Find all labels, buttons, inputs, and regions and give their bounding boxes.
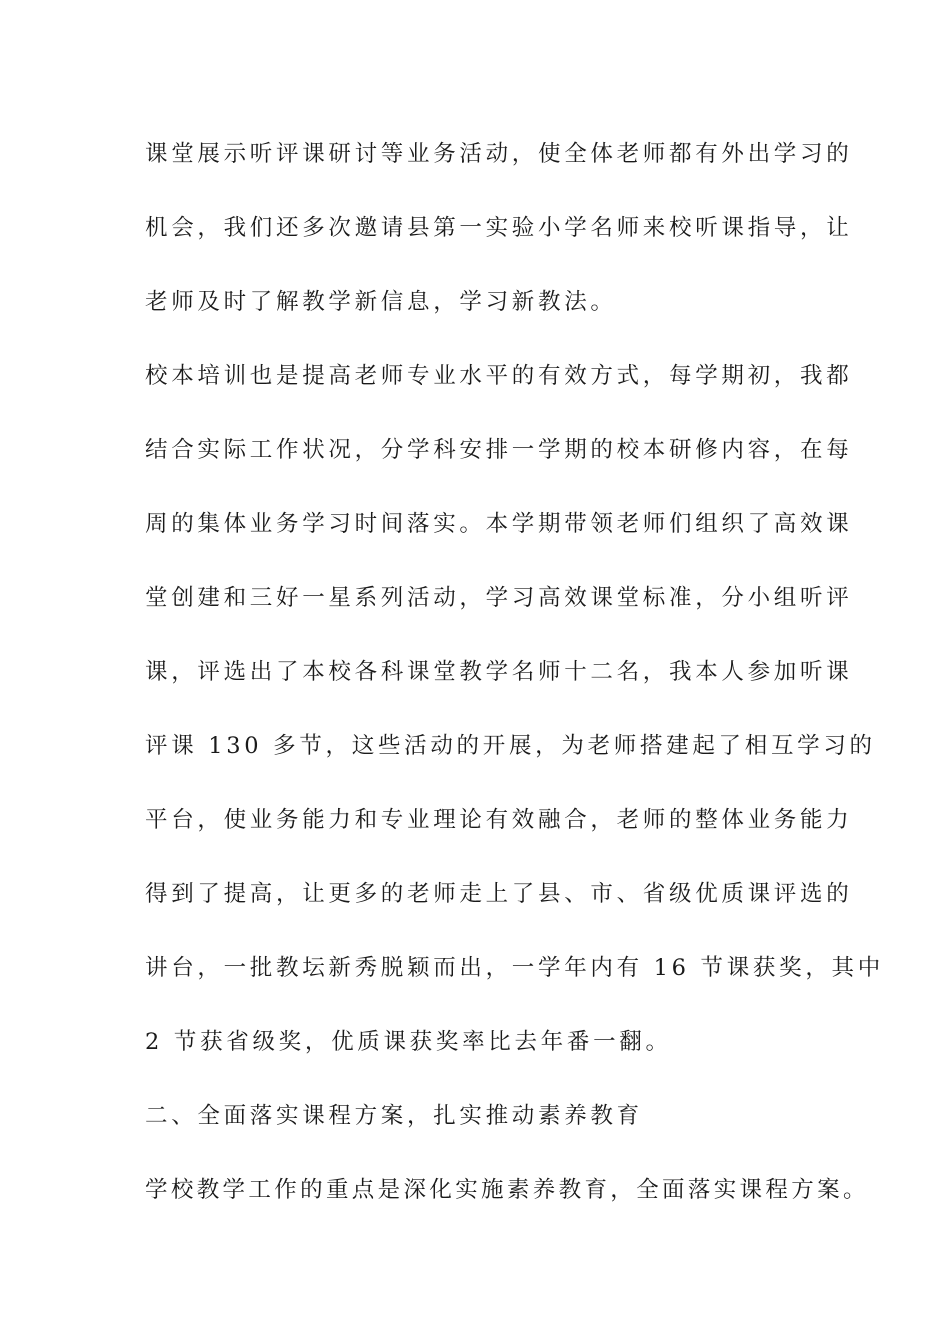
paragraph-line: 校本培训也是提高老师专业水平的有效方式，每学期初，我都 (145, 363, 853, 389)
paragraph-line: 评课 130 多节，这些活动的开展，为老师搭建起了相互学习的 (145, 733, 876, 759)
paragraph-line: 课，评选出了本校各科课堂教学名师十二名，我本人参加听课 (145, 659, 853, 685)
paragraph-line: 堂创建和三好一星系列活动，学习高效课堂标准，分小组听评 (145, 585, 853, 611)
paragraph-line: 老师及时了解教学新信息，学习新教法。 (145, 289, 617, 315)
paragraph-line: 得到了提高，让更多的老师走上了县、市、省级优质课评选的 (145, 881, 853, 907)
paragraph-line: 周的集体业务学习时间落实。本学期带领老师们组织了高效课 (145, 511, 853, 537)
paragraph-line: 课堂展示听评课研讨等业务活动，使全体老师都有外出学习的 (145, 141, 853, 167)
paragraph-line: 机会，我们还多次邀请县第一实验小学名师来校听课指导，让 (145, 215, 853, 241)
paragraph-line: 结合实际工作状况，分学科安排一学期的校本研修内容，在每 (145, 437, 853, 463)
paragraph-line: 讲台，一批教坛新秀脱颖而出，一学年内有 16 节课获奖，其中 (145, 955, 884, 981)
section-heading: 二、全面落实课程方案，扎实推动素养教育 (145, 1103, 643, 1129)
paragraph-line: 2 节获省级奖，优质课获奖率比去年番一翻。 (145, 1029, 672, 1055)
paragraph-line: 平台，使业务能力和专业理论有效融合，老师的整体业务能力 (145, 807, 853, 833)
paragraph-line: 学校教学工作的重点是深化实施素养教育，全面落实课程方案。 (145, 1177, 869, 1203)
